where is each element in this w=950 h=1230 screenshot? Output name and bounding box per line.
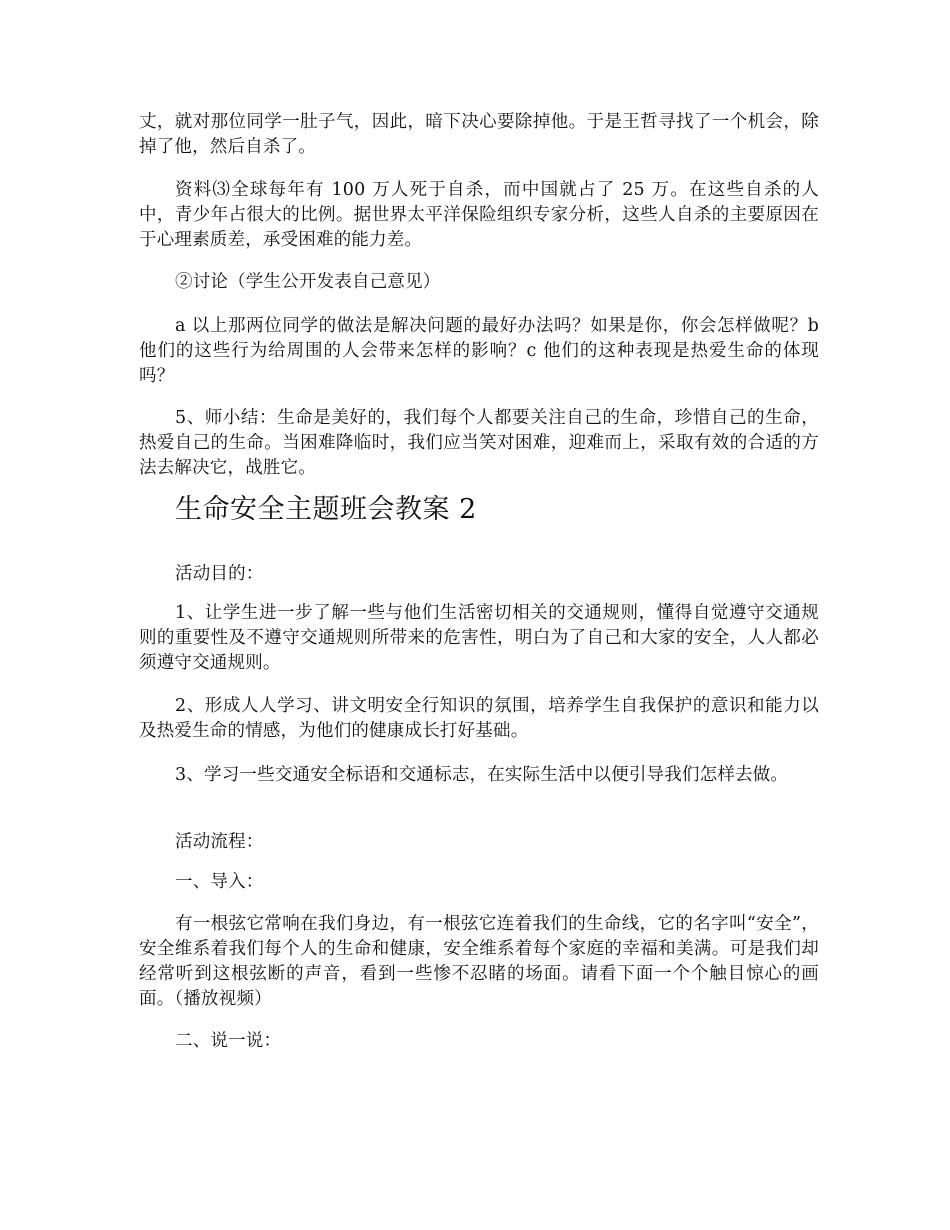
paragraph-summary: 5、师小结：生命是美好的，我们每个人都要关注自己的生命，珍惜自己的生命，热爱自己的生命。当困难降临时，我们应当笑对困难，迎难而上，采取有效的合适的方法去解决它，战胜它。 (139, 408, 819, 478)
paragraph-activity-flow-label: 活动流程： (175, 832, 264, 852)
section-heading: 生命安全主题班会教案 2 (175, 494, 477, 525)
paragraph-goal-3: 3、学习一些交通安全标语和交通标志，在实际生活中以便引导我们怎样去做。 (175, 765, 789, 785)
paragraph-activity-goal-label: 活动目的： (175, 564, 264, 584)
paragraph-intro-label: 一、导入： (175, 872, 264, 892)
paragraph-goal-1: 1、让学生进一步了解一些与他们生活密切相关的交通规则，懂得自觉遵守交通规则的重要性及不遵守交通规则所带来的危害性，明白为了自己和大家的安全，人人都必须遵守交通规则。 (139, 603, 819, 673)
paragraph-say-label: 二、说一说： (175, 1031, 282, 1051)
paragraph-questions: a 以上那两位同学的做法是解决问题的最好办法吗？如果是你，你会怎样做呢？b 他们的这些行为给周围的人会带来怎样的影响？c 他们的这种表现是热爱生命的体现吗？ (139, 316, 819, 386)
paragraph-goal-2: 2、形成人人学习、讲文明安全行知识的氛围，培养学生自我保护的意识和能力以及热爱生命的情感，为他们的健康成长打好基础。 (139, 696, 819, 741)
paragraph-discussion: ②讨论（学生公开发表自己意见） (175, 272, 441, 292)
paragraph-data-3: 资料⑶全球每年有 100 万人死于自杀，而中国就占了 25 万。在这些自杀的人中，青少年占很大的比例。据世界太平洋保险组织专家分析，这些人自杀的主要原因在于心理素质差，承受困难的能力差。 (139, 180, 819, 250)
paragraph-continuation: 丈，就对那位同学一肚子气，因此，暗下决心要除掉他。于是王哲寻找了一个机会，除掉了他，然后自杀了。 (139, 112, 819, 157)
paragraph-intro-text: 有一根弦它常响在我们身边，有一根弦它连着我们的生命线，它的名字叫“安全”，安全维系着我们每个人的生命和健康，安全维系着每个家庭的幸福和美满。可是我们却经常听到这根弦断的声音，看到一些惨不忍睹的场面。请看下面一个个触目惊心的画面。（播放视频） (139, 914, 819, 1009)
